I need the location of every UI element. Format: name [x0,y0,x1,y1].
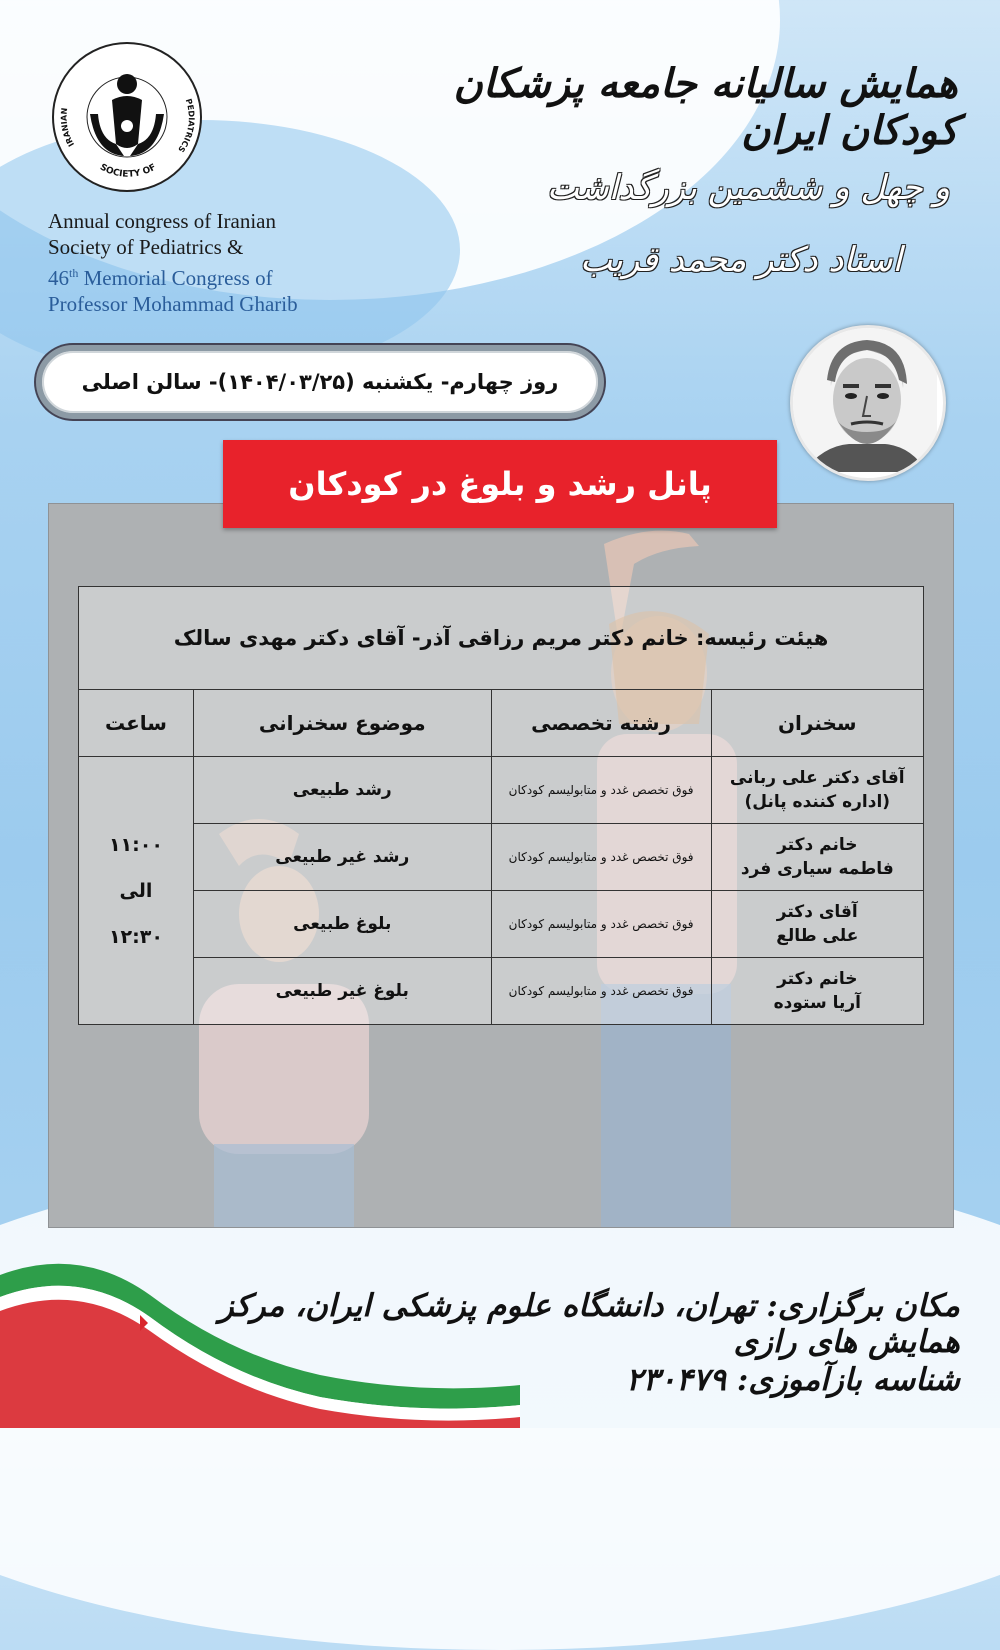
english-line-1: Annual congress of Iranian [48,209,277,233]
speaker-cell [711,958,923,1025]
time-cell [79,757,194,1025]
logo-text-iranian: IRANIAN [59,107,77,149]
time-until: الی [119,879,153,902]
time-start: ۱۱:۰۰ [108,833,163,856]
speaker-title: خانم دکتر [777,835,858,855]
society-logo [52,42,202,192]
professor-name-title: استاد دکتر محمد قریب [580,240,902,280]
logo-text-society: SOCIETY OF [98,162,158,180]
specialty-cell: فوق تخصص غدد و متابولیسم کودکان [491,824,711,891]
memorial-title: و چهل و ششمین بزرگداشت [546,168,950,208]
header-speaker: سخنران [711,690,923,757]
topic-cell: بلوغ غیر طبیعی [193,958,491,1025]
header-time: ساعت [79,690,194,757]
english-line-4: Professor Mohammad Gharib [48,292,298,316]
topic-cell: بلوغ طبیعی [193,891,491,958]
speaker-name: علی طالع [776,926,859,946]
specialty-cell: فوق تخصص غدد و متابولیسم کودکان [491,757,711,824]
child-head-icon [117,74,137,94]
presiding-board: هیئت رئیسه: خانم دکتر مریم رزاقی آذر- آقای دکتر مهدی سالک [79,587,924,690]
memorial-ordinal: th [69,266,79,280]
retraining-code: شناسه بازآموزی: ۲۳۰۴۷۹ [626,1362,960,1398]
table-row [79,958,924,1025]
memorial-text: Memorial Congress of [78,266,273,290]
speaker-name: آریا ستوده [773,993,861,1013]
portrait-illustration [793,328,937,472]
topic-cell: رشد طبیعی [193,757,491,824]
table-row [79,757,924,824]
panel-title-banner: پانل رشد و بلوغ در کودکان [223,440,777,528]
specialty-cell: فوق تخصص غدد و متابولیسم کودکان [491,891,711,958]
speaker-name: آقای دکتر علی ربانی [729,768,905,788]
logo-text-pediatrics: PEDIATRICS [176,97,196,154]
society-logo-emblem [54,44,200,190]
table-row [79,824,924,891]
speaker-role: (اداره کننده پانل) [744,792,891,812]
program-table [78,586,924,1025]
speaker-title: خانم دکتر [777,969,858,989]
speaker-cell [711,824,923,891]
table-row [79,891,924,958]
day-session-label: روز چهارم- یکشنبه (۱۴۰۴/۰۳/۲۵)- سالن اصلی [36,345,604,419]
speaker-name: فاطمه سیاری فرد [740,859,894,879]
venue-text: مکان برگزاری: تهران، دانشگاه علوم پزشکی ایران، مرکز همایش های رازی [218,1288,960,1360]
speaker-cell [711,891,923,958]
english-line-3 [48,260,378,291]
english-congress-title [48,208,378,317]
memorial-number: 46 [48,266,69,290]
header-topic: موضوع سخنرانی [193,690,491,757]
topic-cell: رشد غیر طبیعی [193,824,491,891]
specialty-cell: فوق تخصص غدد و متابولیسم کودکان [491,958,711,1025]
speaker-cell [711,757,923,824]
svg-text:SOCIETY OF [98,162,158,179]
speaker-title: آقای دکتر [776,902,858,922]
professor-portrait [790,325,946,481]
english-line-2: Society of Pediatrics & [48,235,244,259]
svg-text:PEDIATRICS [176,98,196,155]
time-end: ۱۲:۳۰ [108,925,163,948]
main-title: همایش سالیانه جامعه پزشکان کودکان ایران [453,60,958,154]
svg-text:IRANIAN [60,107,77,148]
header-specialty: رشته تخصصی [491,690,711,757]
